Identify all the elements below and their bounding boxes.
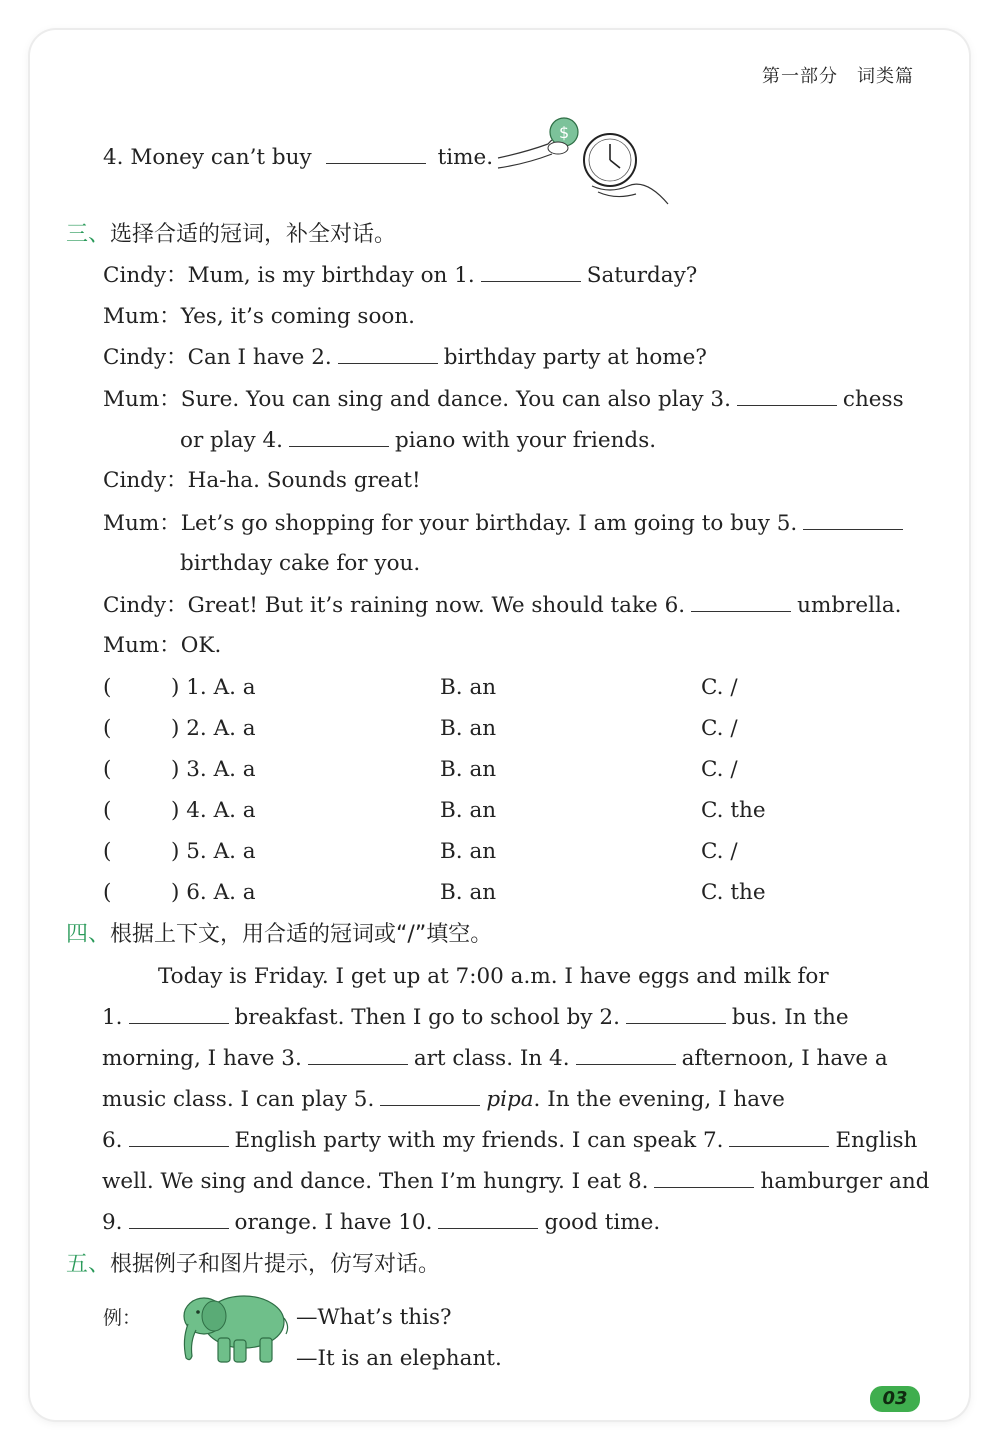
- section-instruction: 根据例子和图片提示，仿写对话。: [110, 1252, 441, 1277]
- question-4: [103, 144, 493, 172]
- section-instruction: 根据上下文，用合适的冠词或“/”填空。: [110, 922, 493, 947]
- passage-line: [102, 1004, 849, 1032]
- passage-text: afternoon, I have a: [681, 1046, 888, 1071]
- section-number: 四、: [66, 922, 111, 947]
- dialogue-text: birthday cake for you.: [180, 551, 421, 576]
- dialogue-text: Saturday?: [586, 263, 698, 288]
- example-label: 例：: [103, 1307, 142, 1329]
- passage-line: [102, 1168, 929, 1196]
- speaker: Cindy：: [103, 468, 188, 493]
- passage-text-italic: pipa: [486, 1087, 534, 1112]
- passage-text: well. We sing and dance. Then I’m hungry. I eat 8.: [102, 1169, 649, 1194]
- answer-blank[interactable]: [380, 1087, 480, 1106]
- dialogue-line: [103, 262, 697, 290]
- dialogue-text: Mum, is my birthday on 1.: [187, 263, 475, 288]
- dialogue-line: [103, 592, 902, 620]
- answer-paren-open[interactable]: (: [103, 880, 112, 905]
- passage-text: music class. I can play 5.: [102, 1087, 375, 1112]
- dialogue-text: umbrella.: [797, 593, 902, 618]
- money-clock-illustration: [496, 108, 676, 208]
- page-header: 第一部分 词类篇: [762, 66, 914, 87]
- speaker: Cindy：: [103, 593, 188, 618]
- answer-blank[interactable]: [129, 1210, 229, 1229]
- answer-blank[interactable]: [654, 1169, 754, 1188]
- dialogue-line: [103, 344, 707, 372]
- passage-text: hamburger and: [760, 1169, 930, 1194]
- answer-blank[interactable]: [289, 428, 389, 447]
- answer-blank[interactable]: [129, 1005, 229, 1024]
- passage-line: [102, 1086, 785, 1114]
- choice-option-a: ) 3. A. a: [171, 757, 256, 782]
- answer-paren-open[interactable]: (: [103, 675, 112, 700]
- choice-option-a: ) 1. A. a: [171, 675, 256, 700]
- section-4-title: [66, 920, 492, 950]
- section-number: 五、: [66, 1252, 111, 1277]
- section-3-title: [66, 220, 396, 250]
- answer-paren-open[interactable]: (: [103, 839, 112, 864]
- dialogue-text: Sure. You can sing and dance. You can also play 3.: [180, 387, 731, 412]
- passage-text: orange. I have 10.: [234, 1210, 433, 1235]
- answer-blank[interactable]: [803, 511, 903, 530]
- passage-line: [102, 1127, 917, 1155]
- passage-line: [102, 1045, 888, 1073]
- svg-text:$: $: [559, 123, 570, 142]
- choice-option-a: ) 6. A. a: [171, 880, 256, 905]
- choice-option-b: B. an: [440, 798, 497, 823]
- choice-option-a: ) 5. A. a: [171, 839, 256, 864]
- speaker: Mum：: [103, 304, 181, 329]
- answer-blank[interactable]: [326, 145, 426, 164]
- passage-text: . In the evening, I have: [533, 1087, 785, 1112]
- answer-blank[interactable]: [481, 263, 581, 282]
- passage-line: [102, 1209, 660, 1237]
- choice-option-c: C. /: [701, 757, 738, 782]
- page-number: 03: [870, 1386, 920, 1412]
- speaker: Mum：: [103, 633, 181, 658]
- speaker: Cindy：: [103, 345, 188, 370]
- answer-paren-open[interactable]: (: [103, 798, 112, 823]
- choice-option-b: B. an: [440, 675, 497, 700]
- choice-option-c: C. /: [701, 839, 738, 864]
- dialogue-text: OK.: [180, 633, 222, 658]
- answer-blank[interactable]: [338, 345, 438, 364]
- dialogue-text: Great! But it’s raining now. We should take 6.: [187, 593, 686, 618]
- elephant-image: [178, 1288, 290, 1368]
- dialogue-line: [103, 386, 904, 414]
- question-4-suffix: time.: [437, 145, 494, 170]
- choice-option-b: B. an: [440, 839, 497, 864]
- passage-text: art class. In 4.: [413, 1046, 570, 1071]
- choice-option-c: C. /: [701, 716, 738, 741]
- dialogue-line: [180, 550, 420, 578]
- answer-blank[interactable]: [626, 1005, 726, 1024]
- passage-text: good time.: [544, 1210, 661, 1235]
- dialogue-line: [103, 467, 421, 495]
- choice-option-b: B. an: [440, 716, 497, 741]
- answer-blank[interactable]: [129, 1128, 229, 1147]
- answer-paren-open[interactable]: (: [103, 716, 112, 741]
- dialogue-line: [180, 427, 656, 455]
- dialogue-text: or play 4.: [180, 428, 284, 453]
- example-question: —What’s this?: [296, 1305, 452, 1330]
- passage-text: breakfast. Then I go to school by 2.: [234, 1005, 620, 1030]
- answer-blank[interactable]: [308, 1046, 408, 1065]
- answer-paren-open[interactable]: (: [103, 757, 112, 782]
- answer-blank[interactable]: [737, 387, 837, 406]
- answer-blank[interactable]: [729, 1128, 829, 1147]
- choice-option-c: C. the: [701, 798, 766, 823]
- passage-line: [158, 963, 829, 991]
- section-instruction: 选择合适的冠词，补全对话。: [110, 222, 397, 247]
- choice-option-a: ) 2. A. a: [171, 716, 256, 741]
- choice-option-a: ) 4. A. a: [171, 798, 256, 823]
- dialogue-text: Can I have 2.: [187, 345, 332, 370]
- speaker: Cindy：: [103, 263, 188, 288]
- section-5-title: [66, 1250, 440, 1280]
- dialogue-line: [103, 632, 221, 660]
- choice-option-b: B. an: [440, 880, 497, 905]
- passage-text: English: [835, 1128, 918, 1153]
- dialogue-text: Let’s go shopping for your birthday. I am going to buy 5.: [180, 511, 798, 536]
- passage-text: English party with my friends. I can speak 7.: [234, 1128, 724, 1153]
- passage-text: morning, I have 3.: [102, 1046, 302, 1071]
- answer-blank[interactable]: [691, 593, 791, 612]
- dialogue-text: Yes, it’s coming soon.: [180, 304, 416, 329]
- question-4-prefix: 4. Money can’t buy: [103, 145, 312, 170]
- passage-text: 9.: [102, 1210, 123, 1235]
- passage-text: Today is Friday. I get up at 7:00 a.m. I have eggs and milk for: [158, 964, 829, 989]
- answer-blank[interactable]: [576, 1046, 676, 1065]
- speaker: Mum：: [103, 511, 181, 536]
- passage-text: 6.: [102, 1128, 123, 1153]
- choice-option-c: C. the: [701, 880, 766, 905]
- dialogue-text: chess: [842, 387, 904, 412]
- passage-text: 1.: [102, 1005, 123, 1030]
- dialogue-line: [103, 303, 415, 331]
- choice-option-c: C. /: [701, 675, 738, 700]
- speaker: Mum：: [103, 387, 181, 412]
- example-answer: —It is an elephant.: [296, 1346, 502, 1371]
- dialogue-text: birthday party at home?: [443, 345, 707, 370]
- choice-option-b: B. an: [440, 757, 497, 782]
- dialogue-line: [103, 510, 909, 538]
- section-number: 三、: [66, 222, 111, 247]
- dialogue-text: Ha-ha. Sounds great!: [187, 468, 421, 493]
- dialogue-text: piano with your friends.: [395, 428, 657, 453]
- answer-blank[interactable]: [438, 1210, 538, 1229]
- passage-text: bus. In the: [731, 1005, 849, 1030]
